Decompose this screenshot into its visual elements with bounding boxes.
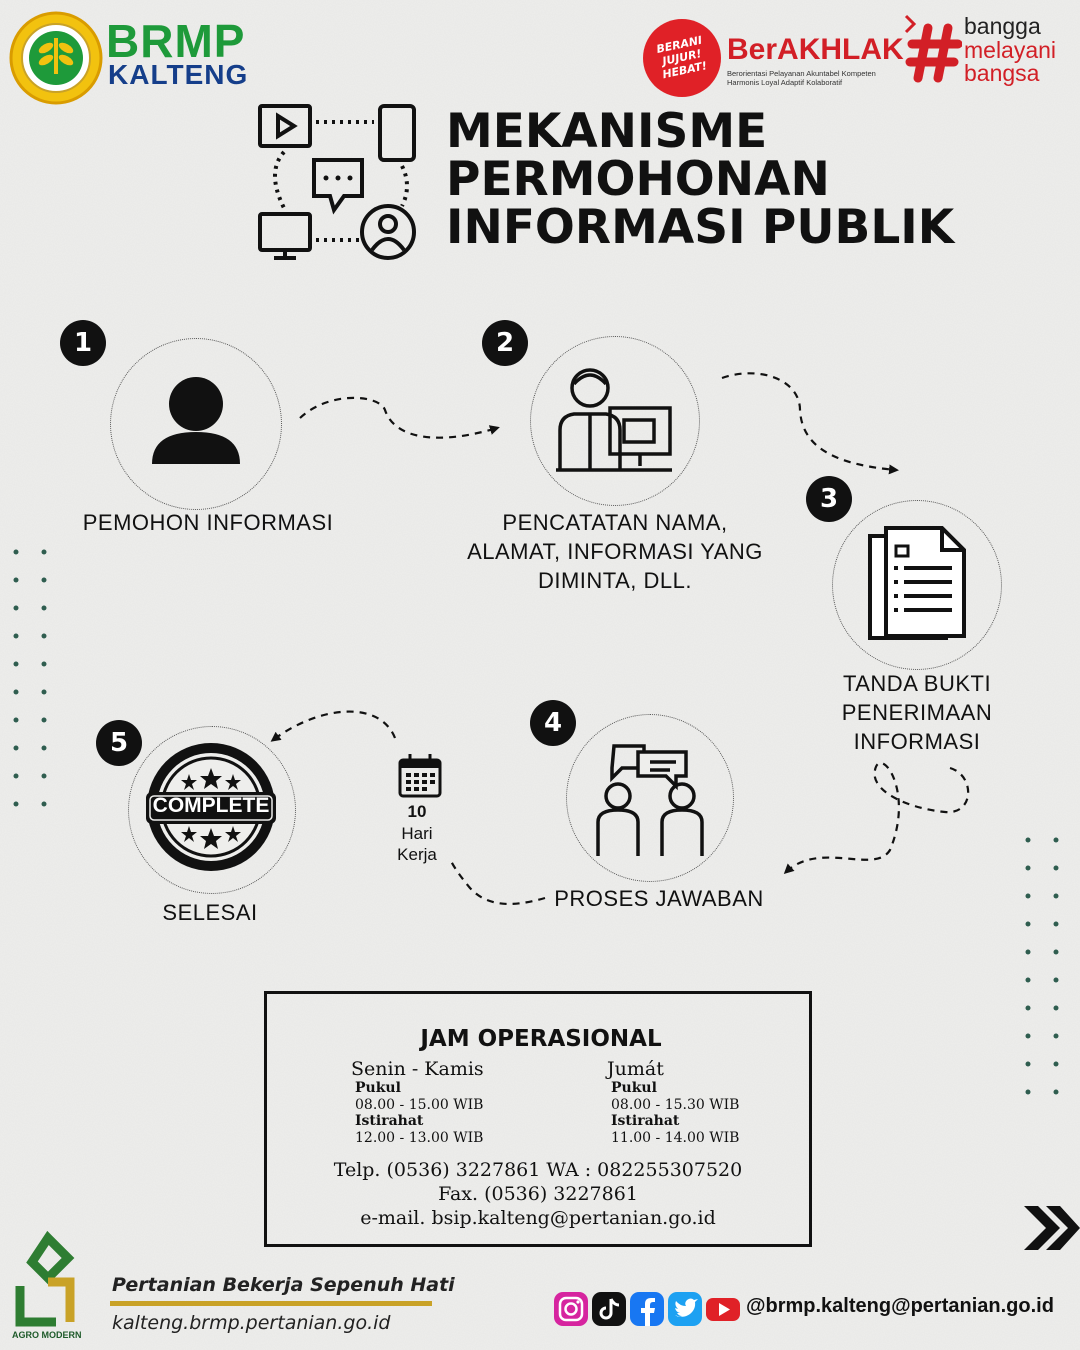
step-3-badge: 3 [806,476,852,522]
step-2-label-line-3: DIMINTA, DLL. [537,568,692,593]
step-4-label: PROSES JAWABAN [554,886,764,911]
step-1-badge: 1 [60,320,106,366]
calendar-icon [398,752,442,798]
footer-website: kalteng.brmp.pertanian.go.id [112,1312,391,1334]
step-3-label [810,669,1024,756]
title-line-3: INFORMASI PUBLIK [446,200,955,255]
duration-days: 10 [407,802,427,821]
agro-modern-logo-icon [12,1230,92,1330]
weekday-heading: Senin - Kamis [351,1058,484,1080]
agro-modern-label: AGRO MODERN [12,1330,82,1340]
step-2-label [440,508,790,595]
conversation-icon [590,740,712,858]
weekday-pukul-label: Pukul [355,1080,401,1096]
operating-hours-title: JAM OPERASIONAL [420,1026,662,1052]
tagline-bangsa: bangsa [964,60,1040,86]
social-handle[interactable]: @brmp.kalteng@pertanian.go.id [746,1295,1054,1317]
footer-motto: Pertanian Bekerja Sepenuh Hati [112,1274,455,1296]
friday-pukul-label: Pukul [611,1080,657,1096]
friday-istirahat-time: 11.00 - 14.00 WIB [611,1130,740,1146]
tagline-bangga: bangga [964,13,1041,39]
step-2-label-line-1: PENCATATAN NAMA, [502,510,728,535]
instagram-icon [554,1292,588,1326]
clerk-computer-icon [554,362,674,474]
step-3-label-line-2: PENERIMAAN [841,700,993,725]
tiktok-icon [592,1292,626,1326]
contact-telp: Telp. (0536) 3227861 WA : 082255307520 [333,1159,743,1181]
berakhlak-values-2: Harmonis Loyal Adaptif Kolaboratif [727,78,843,87]
twitter-icon [668,1292,702,1326]
weekday-pukul-time: 08.00 - 15.00 WIB [355,1097,484,1113]
title-line-2: PERMOHONAN [446,152,830,207]
friday-heading: Jumát [607,1058,664,1080]
step-3-label-line-1: TANDA BUKTI [842,671,992,696]
logo-subtitle: KALTENG [108,59,249,90]
youtube-icon [706,1298,740,1321]
step-3-label-line-3: INFORMASI [853,729,981,754]
friday-pukul-time: 08.00 - 15.30 WIB [611,1097,740,1113]
step-4-badge: 4 [530,700,576,746]
duration-kerja: Kerja [397,845,437,864]
berakhlak-word: BerAKHLAK [727,33,904,66]
title-line-1: MEKANISME [446,104,768,159]
step-2-badge: 2 [482,320,528,366]
step-5-badge: 5 [96,720,142,766]
weekday-istirahat-label: Istirahat [355,1113,424,1129]
operating-hours-box [264,991,812,1247]
social-icons [553,1291,741,1327]
friday-istirahat-label: Istirahat [611,1113,680,1129]
document-icon [864,524,968,644]
contact-email: e-mail. bsip.kalteng@pertanian.go.id [360,1207,716,1229]
user-icon [148,372,244,468]
complete-stamp-text: COMPLETE [152,794,270,817]
next-chevrons-icon[interactable] [1024,1202,1080,1254]
weekday-istirahat-time: 12.00 - 13.00 WIB [355,1130,484,1146]
tagline-melayani: melayani [964,37,1057,63]
duration-hari: Hari [401,824,433,843]
logo-title: BRMP [106,15,246,67]
step-2-label-line-2: ALAMAT, INFORMASI YANG [467,539,763,564]
contact-fax: Fax. (0536) 3227861 [438,1183,638,1205]
berakhlak-values-1: Berorientasi Pelayanan Akuntabel Kompeten [727,69,876,78]
step-5-label: SELESAI [162,900,258,925]
berakhlak-badge-text: BERANI JUJUR! HEBAT! [655,33,709,82]
step-1-label: PEMOHON INFORMASI [82,510,334,535]
footer-divider [110,1301,432,1306]
facebook-icon [630,1292,664,1326]
